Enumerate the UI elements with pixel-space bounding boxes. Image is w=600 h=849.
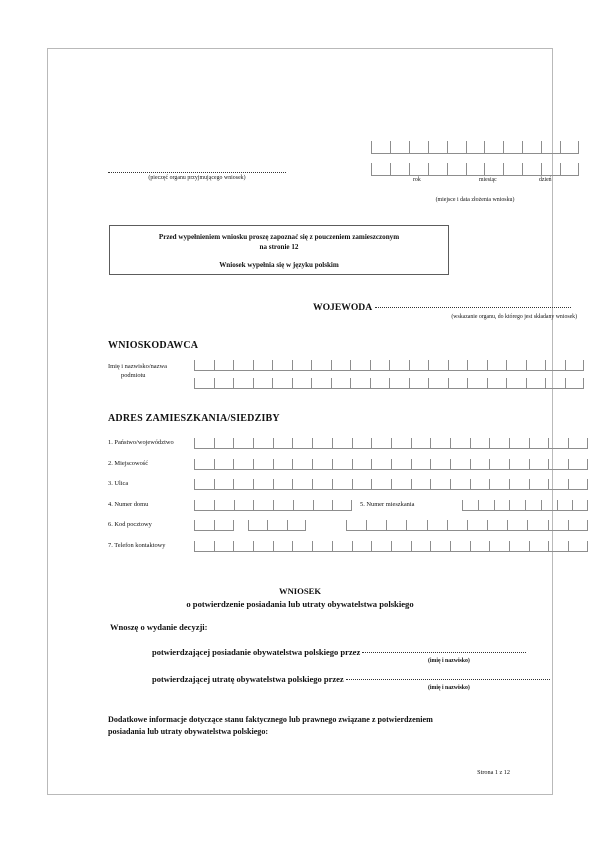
comb-cell[interactable] [529,438,549,449]
comb-cell[interactable] [406,520,426,531]
comb-cell[interactable] [487,378,507,389]
comb-cell[interactable] [428,378,448,389]
applicant-section-title: WNIOSKODAWCA [108,340,199,351]
comb-cell[interactable] [253,459,273,470]
additional-info-line-1: Dodatkowe informacje dotyczące stanu faktycznego lub prawnego związane z potwierdzeniem [108,715,433,724]
decision-option-confirm-possession[interactable] [152,647,564,657]
comb-cell[interactable] [430,459,450,470]
additional-info-line-2: posiadania lub utraty obywatelstwa polskiego: [108,727,269,737]
comb-cell[interactable] [366,520,386,531]
comb-cell[interactable] [522,163,541,176]
comb-cell[interactable] [233,459,253,470]
comb-cell[interactable] [293,500,313,511]
comb-cell[interactable] [312,459,332,470]
comb-cell[interactable] [427,520,447,531]
comb-cell[interactable] [509,459,529,470]
comb-cell[interactable] [484,163,503,176]
comb-cell[interactable] [430,438,450,449]
comb-cell[interactable] [568,438,588,449]
comb-cell[interactable] [411,438,431,449]
comb-cell[interactable] [506,378,526,389]
place-date-caption: (miejsce i data złożenia wniosku) [435,197,515,203]
comb-cell[interactable] [331,378,351,389]
comb-cell[interactable] [273,459,293,470]
address-label-phone: 7. Telefon kontaktowy [108,542,166,549]
address-row-postal-code [108,520,588,534]
comb-cell[interactable] [194,541,214,552]
comb-cell[interactable] [391,479,411,490]
decision-1-caption: (imię i nazwisko) [428,658,470,664]
request-title-block [48,585,552,611]
wojewoda-caption: (wskazanie organu, do którego jest składany wniosek) [451,314,577,320]
applicant-name-row-2[interactable] [194,378,584,389]
comb-cell[interactable] [545,360,565,371]
comb-cell[interactable] [371,141,390,154]
comb-cell[interactable] [391,438,411,449]
comb-cell[interactable] [253,500,273,511]
comb-cell[interactable] [352,479,372,490]
comb-cell[interactable] [411,459,431,470]
applicant-field-label-line2: podmiotu [121,372,146,380]
address-field-phone[interactable] [194,541,588,552]
comb-cell[interactable] [292,378,312,389]
comb-cell[interactable] [489,541,509,552]
request-subtitle: o potwierdzenie posiadania lub utraty obywatelstwa polskiego [186,598,414,609]
comb-cell[interactable] [233,378,253,389]
comb-cell[interactable] [470,541,490,552]
comb-cell[interactable] [428,163,447,176]
comb-cell[interactable] [541,141,560,154]
comb-cell[interactable] [470,438,490,449]
comb-cell[interactable] [313,500,333,511]
comb-cell[interactable] [312,438,332,449]
comb-cell[interactable] [548,520,568,531]
comb-cell[interactable] [390,163,409,176]
comb-cell[interactable] [253,438,273,449]
comb-cell[interactable] [253,479,273,490]
comb-cell[interactable] [560,141,579,154]
comb-cell[interactable] [430,479,450,490]
address-row-house-number [108,500,588,514]
comb-cell[interactable] [450,541,470,552]
applicant-field-label [108,362,194,381]
comb-cell[interactable] [489,479,509,490]
comb-cell[interactable] [371,438,391,449]
wojewoda-label: WOJEWODA [313,302,373,313]
request-intro: Wnoszę o wydanie decyzji: [110,622,208,632]
comb-cell[interactable] [478,500,494,511]
comb-cell[interactable] [557,500,573,511]
address-label-street: 3. Ulica [108,480,129,487]
comb-cell[interactable] [272,378,292,389]
comb-cell[interactable] [509,541,529,552]
comb-cell[interactable] [527,520,547,531]
wojewoda-row[interactable] [313,302,583,313]
comb-cell[interactable] [194,459,214,470]
comb-cell[interactable] [292,479,312,490]
comb-cell[interactable] [331,360,351,371]
comb-cell[interactable] [548,438,568,449]
comb-cell[interactable] [409,378,429,389]
decision-2-caption: (imię i nazwisko) [428,685,470,691]
comb-cell[interactable] [568,459,588,470]
comb-cell[interactable] [541,163,560,176]
comb-cell[interactable] [389,378,409,389]
wojewoda-dotted-input[interactable] [375,307,571,308]
comb-cell[interactable] [389,360,409,371]
comb-cell[interactable] [253,360,273,371]
comb-cell[interactable] [430,541,450,552]
applicant-field-label-line1: Imię i nazwisko/nazwa [108,363,167,370]
comb-cell[interactable] [371,479,391,490]
comb-cell[interactable] [529,459,549,470]
comb-cell[interactable] [332,541,352,552]
comb-cell[interactable] [272,360,292,371]
comb-cell[interactable] [548,459,568,470]
decision-1-dotted-input[interactable] [362,652,526,653]
date-unit-labels [371,177,579,186]
address-row-phone [108,541,588,555]
stamp-caption: (pieczęć organu przyjmującego wniosek) [148,175,246,181]
comb-cell[interactable] [568,479,588,490]
address-field-postal-code-part2[interactable] [248,520,306,531]
comb-cell[interactable] [248,520,267,531]
comb-cell[interactable] [391,459,411,470]
comb-cell[interactable] [233,479,253,490]
date-label-month: miesiąc [479,177,497,183]
comb-cell[interactable] [467,378,487,389]
comb-cell[interactable] [545,378,565,389]
comb-cell[interactable] [409,360,429,371]
comb-cell[interactable] [371,459,391,470]
comb-cell[interactable] [487,360,507,371]
comb-cell[interactable] [292,459,312,470]
comb-cell[interactable] [332,459,352,470]
address-field-street[interactable] [194,479,588,490]
notice-line-3: Wniosek wypełnia się w języku polskim [219,260,339,269]
address-section-title: ADRES ZAMIESZKANIA/SIEDZIBY [108,413,280,424]
comb-cell[interactable] [194,378,214,389]
comb-cell[interactable] [450,459,470,470]
comb-cell[interactable] [509,479,529,490]
comb-cell[interactable] [411,541,431,552]
comb-cell[interactable] [526,360,546,371]
place-and-date-block [371,141,579,186]
comb-cell[interactable] [273,541,293,552]
comb-cell[interactable] [253,378,273,389]
decision-1-text: potwierdzającej posiadanie obywatelstwa polskiego przez [152,647,361,657]
address-field-postal-code-locality[interactable] [346,520,588,531]
comb-cell[interactable] [292,360,312,371]
comb-cell[interactable] [233,360,253,371]
comb-cell[interactable] [470,479,490,490]
comb-cell[interactable] [194,479,214,490]
comb-cell[interactable] [506,360,526,371]
comb-cell[interactable] [194,438,214,449]
comb-cell[interactable] [332,479,352,490]
comb-cell[interactable] [370,360,390,371]
comb-cell[interactable] [529,479,549,490]
comb-cell[interactable] [484,141,503,154]
request-title: WNIOSEK [278,586,322,596]
authority-stamp-area[interactable] [108,171,286,181]
comb-cell[interactable] [462,500,478,511]
page-footer: Strona 1 z 12 [477,769,510,776]
notice-line-2: na stronie 12 [259,243,299,252]
address-label-city: 2. Miejscowość [108,460,149,467]
address-label-postal-code: 6. Kod pocztowy [108,521,152,528]
comb-cell[interactable] [470,459,490,470]
comb-cell[interactable] [548,479,568,490]
comb-cell[interactable] [522,141,541,154]
comb-cell[interactable] [526,378,546,389]
comb-cell[interactable] [568,520,588,531]
comb-cell[interactable] [312,479,332,490]
comb-cell[interactable] [541,500,557,511]
comb-cell[interactable] [391,541,411,552]
comb-cell[interactable] [267,520,286,531]
stamp-dotted-line [108,171,286,173]
comb-cell[interactable] [352,541,372,552]
comb-cell[interactable] [194,520,214,531]
comb-cell[interactable] [411,479,431,490]
decision-2-dotted-input[interactable] [346,679,550,680]
comb-cell[interactable] [428,141,447,154]
comb-cell[interactable] [234,500,254,511]
applicant-name-comb-field[interactable] [194,360,584,389]
date-label-day: dzień [539,177,552,183]
comb-cell[interactable] [525,500,541,511]
comb-cell[interactable] [194,360,214,371]
address-field-city[interactable] [194,459,588,470]
comb-cell[interactable] [214,520,234,531]
comb-cell[interactable] [346,520,366,531]
comb-cell[interactable] [214,360,234,371]
address-label-apartment-number: 5. Numer mieszkania [360,501,415,508]
comb-cell[interactable] [273,500,293,511]
comb-cell[interactable] [352,438,372,449]
comb-cell[interactable] [489,459,509,470]
comb-cell[interactable] [489,438,509,449]
date-label-year: rok [413,177,421,183]
comb-cell[interactable] [507,520,527,531]
comb-cell[interactable] [450,479,470,490]
comb-cell[interactable] [509,438,529,449]
comb-cell[interactable] [350,378,370,389]
comb-cell[interactable] [287,520,306,531]
comb-cell[interactable] [568,541,588,552]
date-comb-field[interactable] [371,163,579,176]
comb-cell[interactable] [253,541,273,552]
comb-cell[interactable] [233,438,253,449]
address-field-country[interactable] [194,438,588,449]
comb-cell[interactable] [332,438,352,449]
address-label-house-number: 4. Numer domu [108,501,149,508]
comb-cell[interactable] [565,360,585,371]
comb-cell[interactable] [466,163,485,176]
comb-cell[interactable] [448,378,468,389]
instruction-notice-box [109,225,449,275]
decision-option-confirm-loss[interactable] [152,674,564,684]
comb-cell[interactable] [371,163,390,176]
comb-cell[interactable] [390,141,409,154]
comb-cell[interactable] [450,438,470,449]
comb-cell[interactable] [233,541,253,552]
comb-cell[interactable] [214,541,234,552]
comb-cell[interactable] [572,500,588,511]
comb-cell[interactable] [428,360,448,371]
additional-info-prompt [108,714,556,738]
applicant-name-row-1[interactable] [194,360,584,371]
comb-cell[interactable] [466,141,485,154]
comb-cell[interactable] [509,500,525,511]
comb-cell[interactable] [311,360,331,371]
comb-cell[interactable] [194,500,214,511]
comb-cell[interactable] [273,479,293,490]
comb-cell[interactable] [448,360,468,371]
address-field-apartment-number[interactable] [462,500,588,511]
address-row-city [108,459,588,473]
comb-cell[interactable] [548,541,568,552]
comb-cell[interactable] [409,163,428,176]
comb-cell[interactable] [503,163,522,176]
comb-cell[interactable] [273,438,293,449]
comb-cell[interactable] [467,360,487,371]
comb-cell[interactable] [214,500,234,511]
comb-cell[interactable] [292,541,312,552]
address-row-street [108,479,588,493]
comb-cell[interactable] [214,378,234,389]
comb-cell[interactable] [311,378,331,389]
notice-line-1: Przed wypełnieniem wniosku proszę zapoznać się z pouczeniem zamieszczonym [158,233,400,241]
comb-cell[interactable] [214,479,234,490]
comb-cell[interactable] [494,500,510,511]
comb-cell[interactable] [350,360,370,371]
comb-cell[interactable] [292,438,312,449]
comb-cell[interactable] [332,500,352,511]
comb-cell[interactable] [447,163,466,176]
address-field-house-number[interactable] [194,500,352,511]
comb-cell[interactable] [214,438,234,449]
comb-cell[interactable] [386,520,406,531]
address-field-postal-code-part1[interactable] [194,520,234,531]
comb-cell[interactable] [565,378,585,389]
address-label-country: 1. Państwo/województwo [108,439,174,446]
comb-cell[interactable] [214,459,234,470]
comb-cell[interactable] [447,520,467,531]
address-row-country [108,438,588,452]
comb-cell[interactable] [371,541,391,552]
comb-cell[interactable] [409,141,428,154]
place-comb-field[interactable] [371,141,579,154]
comb-cell[interactable] [370,378,390,389]
decision-2-text: potwierdzającej utratę obywatelstwa polskiego przez [152,674,344,684]
comb-cell[interactable] [352,459,372,470]
comb-cell[interactable] [560,163,579,176]
comb-cell[interactable] [312,541,332,552]
comb-cell[interactable] [487,520,507,531]
comb-cell[interactable] [529,541,549,552]
comb-cell[interactable] [447,141,466,154]
comb-cell[interactable] [467,520,487,531]
form-page-sheet [47,48,577,795]
wojewoda-block [313,302,583,320]
comb-cell[interactable] [503,141,522,154]
